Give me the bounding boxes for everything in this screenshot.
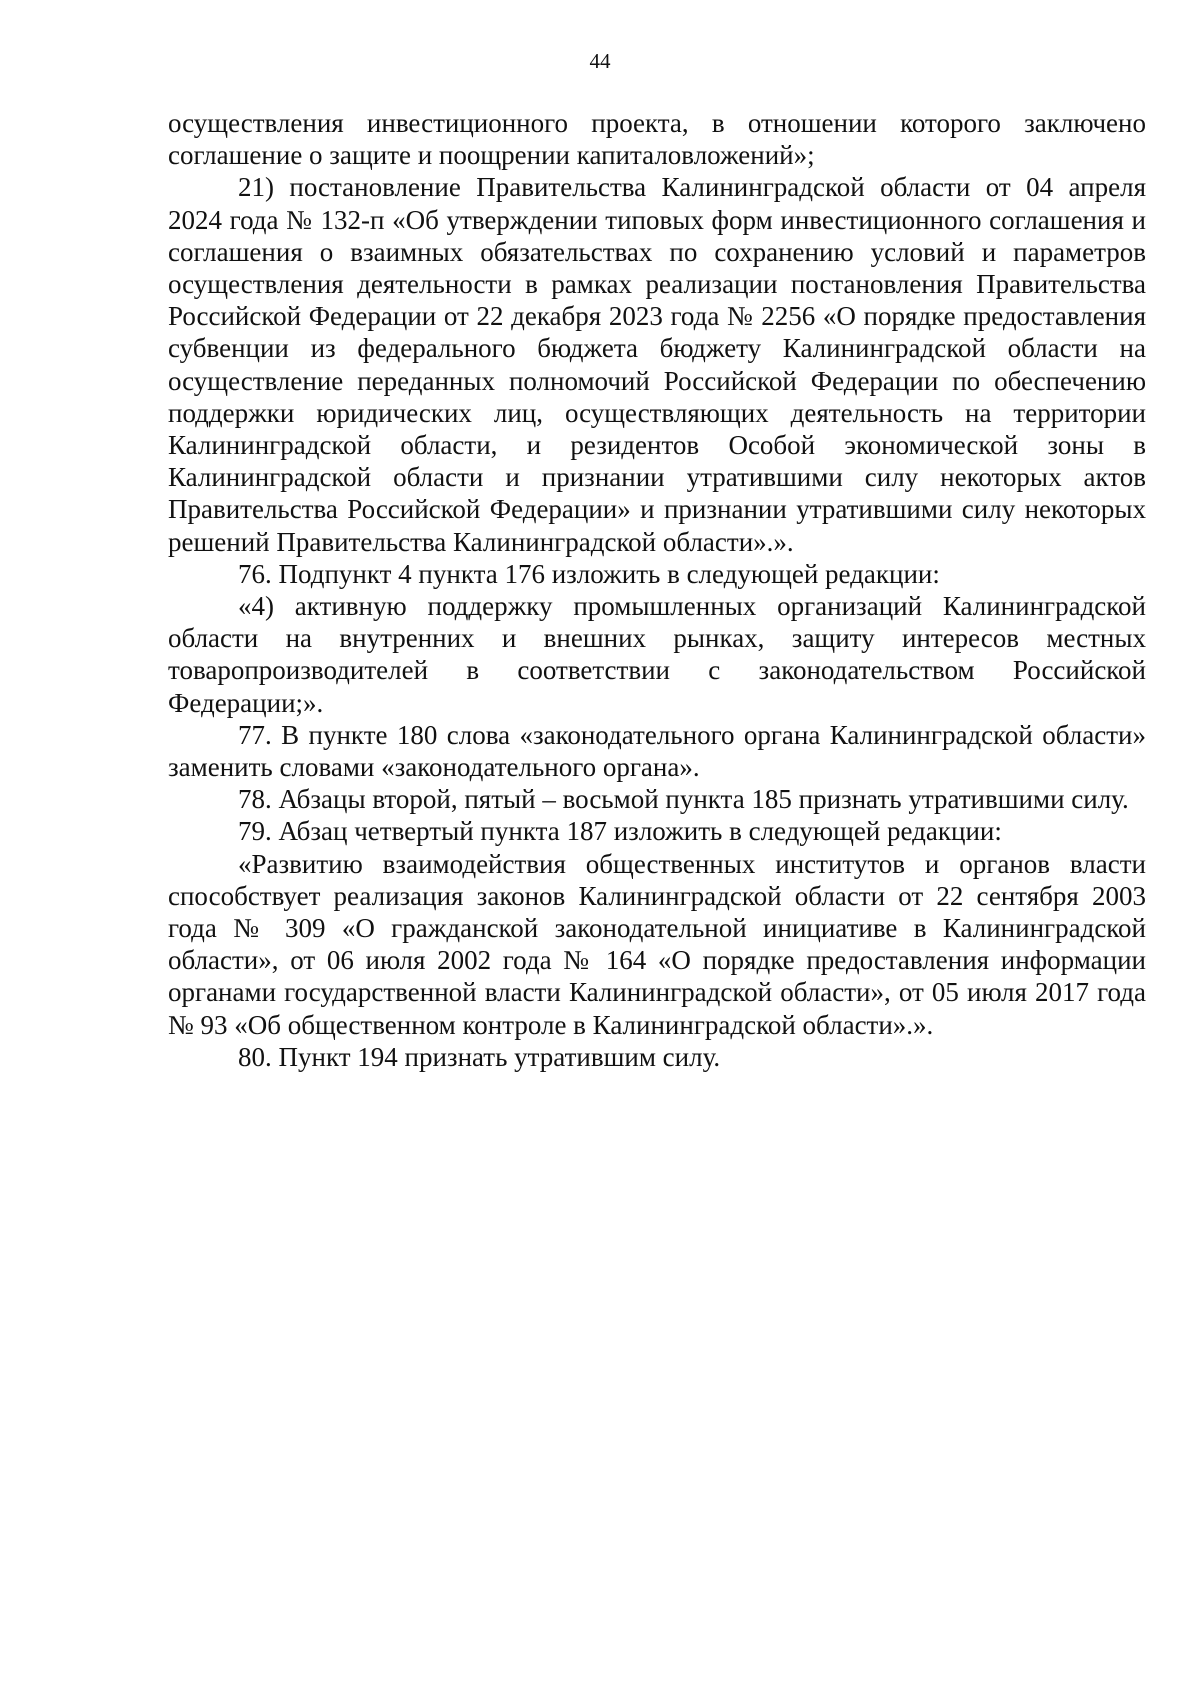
paragraph-subitem-4: «4) активную поддержку промышленных организаций Калининградской области на внутренних и внешних рынках, защиту интересов местных товаропроизводителей в соответствии с законодательством Российской Федерации;». bbox=[168, 591, 1146, 718]
paragraph-quoted-text: «Развитию взаимодействия общественных институтов и органов власти способствует реализация законов Калининградской области от 22 сентября 2003 года № 309 «О гражданской законодательной инициативе в Калининградской области», от 06 июля 2002 года № 164 «О порядке предоставления информации органами государственной власти Калининградской области», от 05 июля 2017 года № 93 «Об общественном контроле в Калининградской области».». bbox=[168, 848, 1146, 1040]
paragraph-item-80: 80. Пункт 194 признать утратившим силу. bbox=[238, 1041, 721, 1072]
document-body bbox=[168, 107, 1146, 1073]
page-number: 44 bbox=[589, 49, 611, 73]
paragraph-continuation: осуществления инвестиционного проекта, в отношении которого заключено соглашение о защите и поощрении капиталовложений»; bbox=[168, 108, 1146, 171]
paragraph-item-21: 21) постановление Правительства Калининградской области от 04 апреля 2024 года № 132-п «Об утверждении типовых форм инвестиционного соглашения и соглашения о взаимных обязательствах по сохранению условий и параметров осуществления деятельности в рамках реализации постановления Правительства Российской Федерации от 22 декабря 2023 года № 2256 «О порядке предоставления субвенции из федерального бюджета бюджету Калининградской области на осуществление переданных полномочий Российской Федерации по обеспечению поддержки юридических лиц, осуществляющих деятельность на территории Калининградской области, и резидентов Особой экономической зоны в Калининградской области и признании утратившими силу некоторых актов Правительства Российской Федерации» и признании утратившими силу некоторых решений Правительства Калининградской области».». bbox=[168, 172, 1146, 557]
paragraph-item-76: 76. Подпункт 4 пункта 176 изложить в следующей редакции: bbox=[238, 558, 940, 589]
paragraph-item-78: 78. Абзацы второй, пятый – восьмой пункта 185 признать утратившими силу. bbox=[238, 784, 1129, 815]
paragraph-item-77: 77. В пункте 180 слова «законодательного органа Калининградской области» заменить словами «законодательного органа». bbox=[168, 719, 1146, 783]
paragraph-item-79: 79. Абзац четвертый пункта 187 изложить в следующей редакции: bbox=[238, 816, 1002, 847]
